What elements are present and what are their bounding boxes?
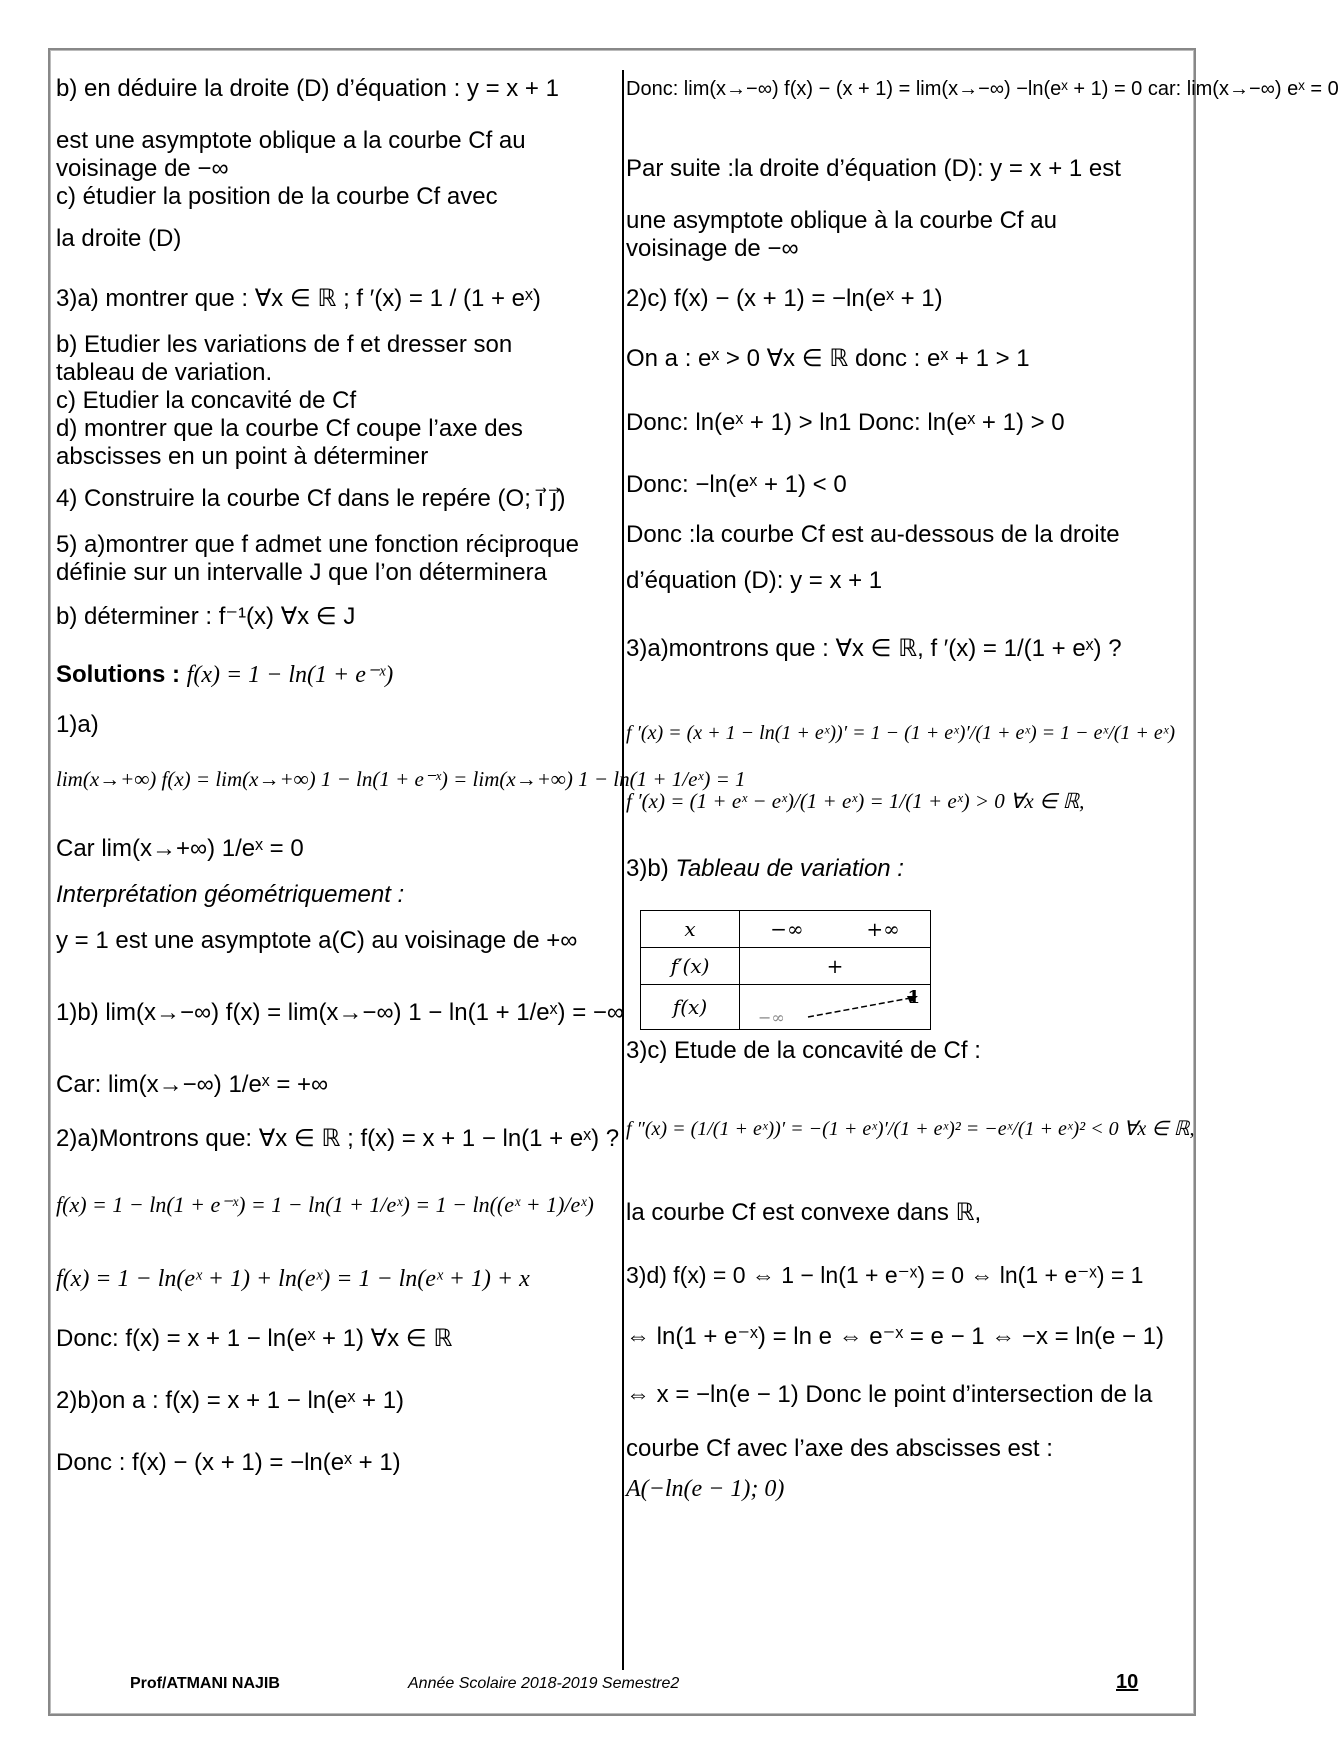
text-line: abscisses en un point à déterminer	[56, 443, 429, 470]
solutions-label: Solutions :	[56, 661, 187, 688]
limit-reason-1b: Car: lim(x→−∞) 1/eˣ = +∞	[56, 1071, 329, 1098]
table-heading: Tableau de variation :	[675, 855, 904, 882]
equation-line: ⇔ x = −ln(e − 1) Donc le point d’intersection de la	[626, 1381, 1153, 1408]
answer-3a: 3)a)montrons que : ∀x ∈ ℝ, f ′(x) = 1/(1 + eˣ) ?	[626, 635, 1122, 662]
footer-author: Prof/ATMANI NAJIB	[130, 1675, 280, 1692]
limit-reason: Car lim(x→+∞) 1/eˣ = 0	[56, 835, 304, 862]
solutions-heading	[56, 660, 393, 690]
text-line: voisinage de −∞	[626, 235, 799, 262]
question-5b: b) déterminer : f⁻¹(x) ∀x ∈ J	[56, 603, 356, 630]
question-3c: c) Etudier la concavité de Cf	[56, 387, 357, 414]
f-upper-limit: 1	[907, 987, 920, 1008]
variation-cell	[740, 985, 931, 1030]
limit-plus-inf: lim(x→+∞) f(x) = lim(x→+∞) 1 − ln(1 + e⁻ˣ) = lim(x→+∞) 1 − ln(1 + 1/eˣ) = 1	[56, 767, 746, 791]
page-number: 10	[1116, 1671, 1139, 1693]
text-line: définie sur un intervalle J que l’on déterminera	[56, 559, 547, 586]
second-derivative-line: f ″(x) = (1/(1 + eˣ))′ = −(1 + eˣ)′/(1 + eˣ)² = −eˣ/(1 + eˣ)² < 0 ∀x ∈ ℝ,	[626, 1118, 1195, 1140]
convexity-statement: la courbe Cf est convexe dans ℝ,	[626, 1199, 982, 1226]
answer-1a-label: 1)a)	[56, 711, 99, 738]
column-divider	[622, 70, 624, 1670]
answer-3b	[626, 854, 904, 884]
text-line: courbe Cf avec l’axe des abscisses est :	[626, 1435, 1053, 1462]
equation-line: Donc: ln(eˣ + 1) > ln1 Donc: ln(eˣ + 1) > 0	[626, 409, 1065, 436]
equation-line: ⇔ ln(1 + e⁻ˣ) = ln e ⇔ e⁻ˣ = e − 1 ⇔ −x = ln(e − 1)	[626, 1323, 1165, 1350]
answer-3c: 3)c) Etude de la concavité de Cf :	[626, 1037, 981, 1064]
table-row	[641, 911, 931, 948]
text-line: est une asymptote oblique a la courbe Cf au	[56, 127, 526, 154]
minus-infinity: −∞	[770, 917, 804, 941]
table-header-f: f(x)	[641, 985, 740, 1030]
question-5a: 5) a)montrer que f admet une fonction réciproque	[56, 531, 579, 558]
question-4: 4) Construire la courbe Cf dans le repére (O; i⃗ j⃗)	[56, 485, 566, 512]
derivative-line: f ′(x) = (1 + eˣ − eˣ)/(1 + eˣ) = 1/(1 + eˣ) > 0 ∀x ∈ ℝ,	[626, 789, 1085, 813]
derivative-line: f ′(x) = (x + 1 − ln(1 + eˣ))′ = 1 − (1 + eˣ)′/(1 + eˣ) = 1 − eˣ/(1 + eˣ)	[626, 722, 1176, 744]
answer-2b: 2)b)on a : f(x) = x + 1 − ln(eˣ + 1)	[56, 1387, 405, 1414]
text-line: voisinage de −∞	[56, 155, 229, 182]
function-definition: f(x) = 1 − ln(1 + e⁻ˣ)	[186, 662, 394, 688]
f-lower-limit: −∞	[758, 1008, 785, 1027]
table-header-derivative: f′(x)	[641, 948, 740, 985]
intersection-point: A(−ln(e − 1); 0)	[626, 1476, 785, 1502]
limit-asymptote: Donc: lim(x→−∞) f(x) − (x + 1) = lim(x→−∞) −ln(eˣ + 1) = 0 car: lim(x→−∞) eˣ = 0	[626, 78, 1339, 100]
derivative-sign: +	[740, 948, 931, 985]
question-2c: c) étudier la position de la courbe Cf avec	[56, 183, 498, 210]
question-3a: 3)a) montrer que : ∀x ∈ ℝ ; f ′(x) = 1 / (1 + eˣ)	[56, 285, 541, 312]
answer-3d: 3)d) f(x) = 0 ⇔ 1 − ln(1 + e⁻ˣ) = 0 ⇔ ln(1 + e⁻ˣ) = 1	[626, 1262, 1144, 1288]
answer-2c: 2)c) f(x) − (x + 1) = −ln(eˣ + 1)	[626, 285, 943, 312]
table-row	[641, 948, 931, 985]
variation-table	[640, 910, 931, 1030]
text-line: Donc :la courbe Cf est au-dessous de la droite	[626, 521, 1120, 548]
footer-year: Année Scolaire 2018-2019 Semestre2	[408, 1675, 680, 1692]
equation-line: On a : eˣ > 0 ∀x ∈ ℝ donc : eˣ + 1 > 1	[626, 345, 1030, 372]
interpretation-heading: Interprétation géométriquement :	[56, 881, 405, 908]
equation-line: Donc: −ln(eˣ + 1) < 0	[626, 471, 847, 498]
equation-line: f(x) = 1 − ln(1 + e⁻ˣ) = 1 − ln(1 + 1/eˣ) = 1 − ln((eˣ + 1)/eˣ)	[56, 1192, 594, 1217]
answer-1b: 1)b) lim(x→−∞) f(x) = lim(x→−∞) 1 − ln(1 + 1/eˣ) = −∞	[56, 999, 624, 1026]
table-header-x: x	[641, 911, 740, 948]
question-3d: d) montrer que la courbe Cf coupe l’axe des	[56, 415, 523, 442]
equation-line: f(x) = 1 − ln(eˣ + 1) + ln(eˣ) = 1 − ln(eˣ + 1) + x	[56, 1266, 530, 1292]
answer-3b-number: 3)b)	[626, 855, 676, 882]
equation-line: Donc: f(x) = x + 1 − ln(eˣ + 1) ∀x ∈ ℝ	[56, 1325, 453, 1352]
equation-line: Donc : f(x) − (x + 1) = −ln(eˣ + 1)	[56, 1449, 401, 1476]
text-line: d’équation (D): y = x + 1	[626, 567, 883, 594]
asymptote-statement: y = 1 est une asymptote a(C) au voisinage de +∞	[56, 927, 578, 954]
table-row	[641, 985, 931, 1030]
plus-infinity: +∞	[866, 917, 900, 941]
answer-2a: 2)a)Montrons que: ∀x ∈ ℝ ; f(x) = x + 1 − ln(1 + eˣ) ?	[56, 1125, 620, 1152]
table-x-range	[740, 911, 931, 948]
text-line: Par suite :la droite d’équation (D): y = x + 1 est	[626, 155, 1121, 182]
text-line: une asymptote oblique à la courbe Cf au	[626, 207, 1057, 234]
question-3b: b) Etudier les variations de f et dresser son	[56, 331, 513, 358]
text-line: tableau de variation.	[56, 359, 273, 386]
text-line: la droite (D)	[56, 225, 182, 252]
question-2b: b) en déduire la droite (D) d’équation : y = x + 1	[56, 75, 559, 102]
